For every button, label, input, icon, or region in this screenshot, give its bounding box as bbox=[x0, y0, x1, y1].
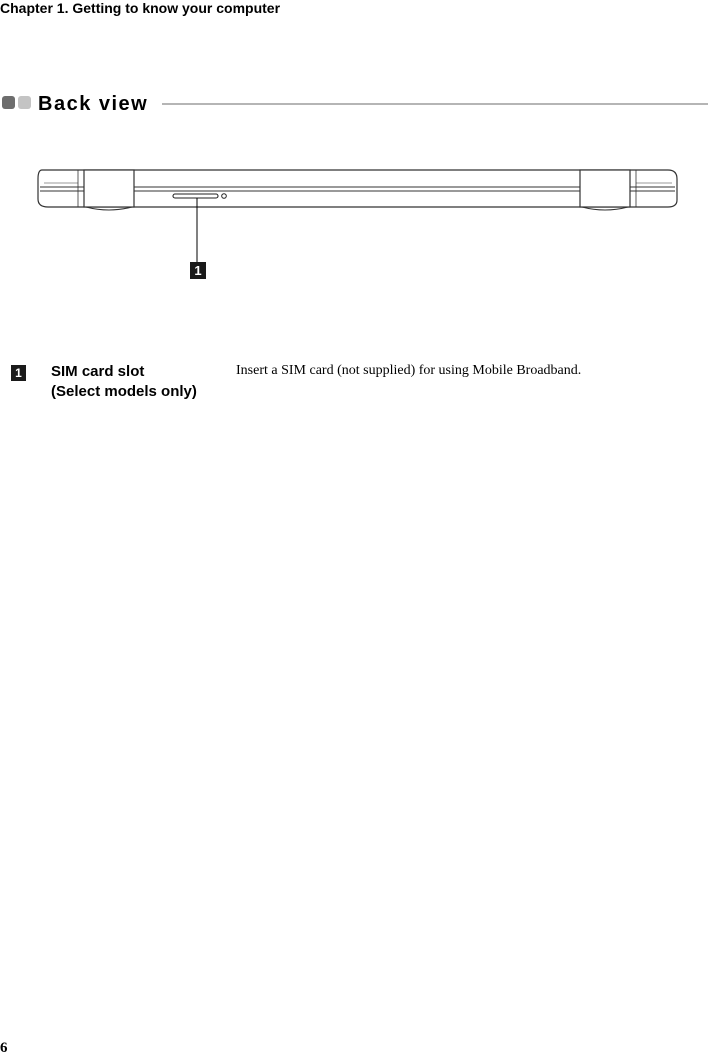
section-title: Back view bbox=[38, 93, 149, 115]
item-name bbox=[51, 362, 197, 402]
section-heading bbox=[2, 92, 708, 118]
page-number: 6 bbox=[0, 1040, 8, 1056]
section-marker-dark-icon bbox=[2, 96, 15, 109]
figure-callout-badge: 1 bbox=[190, 262, 206, 279]
item-name-line2: (Select models only) bbox=[51, 383, 197, 400]
laptop-back-view-illustration bbox=[0, 150, 708, 290]
item-description: Insert a SIM card (not supplied) for using Mobile Broadband. bbox=[236, 363, 582, 378]
laptop-body bbox=[38, 170, 677, 210]
sim-card-slot bbox=[173, 194, 226, 199]
item-number-badge: 1 bbox=[11, 365, 26, 381]
section-divider bbox=[162, 103, 708, 105]
section-marker-light-icon bbox=[18, 96, 31, 109]
item-name-line1: SIM card slot bbox=[51, 363, 145, 380]
chapter-title: Chapter 1. Getting to know your computer bbox=[0, 0, 281, 16]
